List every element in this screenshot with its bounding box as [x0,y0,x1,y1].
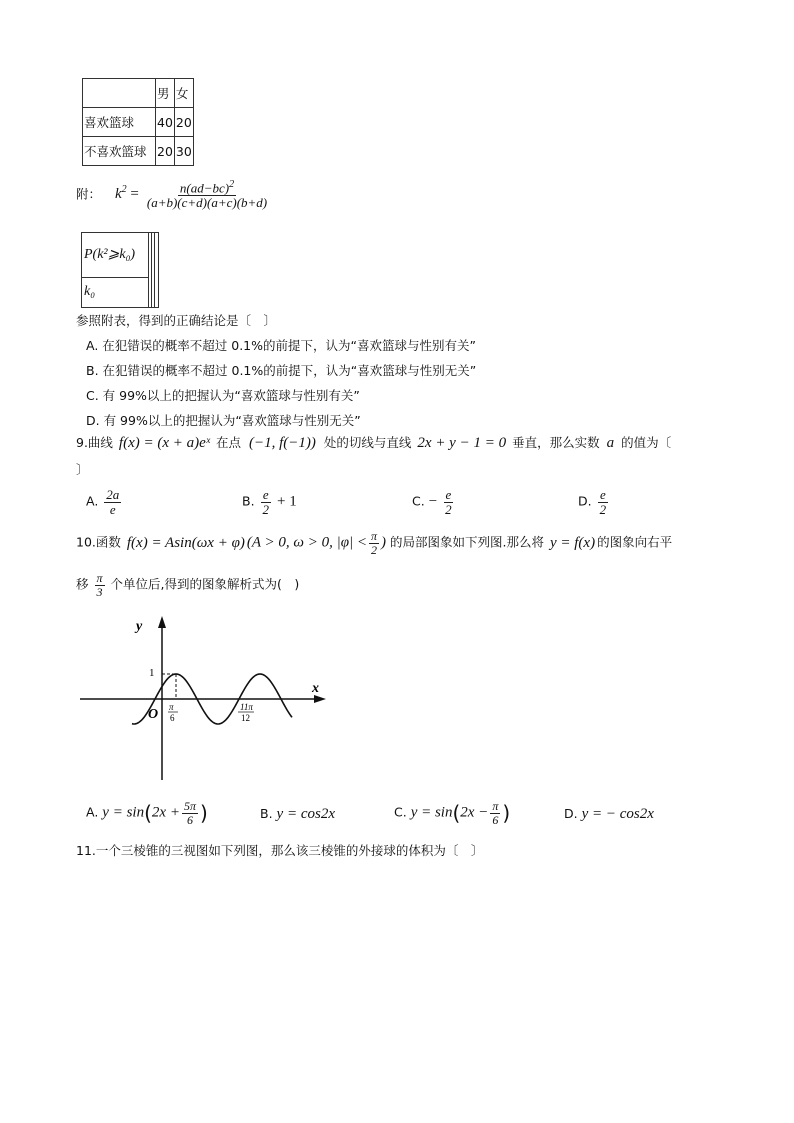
q10-stem [76,530,672,556]
option-text: 2x − [460,804,489,821]
table-cell: 30 [174,137,193,166]
tick-label: 11π [240,702,253,712]
table-cell: 40 [156,108,175,137]
q10-option-a: A. y = sin(2x + $\frac{5\pi}{6}$ ) [86,799,208,827]
frac-den: e [109,501,116,517]
frac-num: π [96,571,103,585]
frac-den: 2 [599,501,607,517]
option-label: C. [412,493,425,509]
table-cell: 喜欢篮球 [83,108,156,137]
q10-text: 个单位后,得到的图象解析式为( ) [110,576,300,592]
q10-stem-line2 [76,572,299,598]
q9-variable: a [606,435,615,451]
option-label: D. [564,806,578,821]
q9-stem [76,433,671,452]
q10-condition-end: ) [381,534,387,551]
q9-function: f(x) = (x + a)eˣ [118,435,211,451]
formula-denominator: (a+b)(c+d)(a+c)(b+d) [146,194,268,210]
table-cell [83,79,156,108]
q10-number: 10.函数 [76,534,121,550]
q10-condition: (A > 0, ω > 0, |φ| < [246,534,368,551]
option-text: y = sin [102,804,145,821]
table-header-row [83,79,194,108]
frac-num: e [599,487,606,502]
x-axis-label: x [312,681,319,696]
q9-text: 的值为〔 [621,435,672,450]
y-axis-arrow [158,616,166,628]
q10-function: f(x) = Asin(ωx + φ) [126,534,245,551]
q9-text: 垂直，那么实数 [512,435,600,450]
frac-num: e [262,487,269,502]
frac-num: 2a [106,487,120,502]
table-cell: 男 [156,79,175,108]
q9-text: 处的切线与直线 [323,435,412,450]
q8-option-a: A. 在犯错误的概率不超过 0.1%的前提下，认为“喜欢篮球与性别有关” [86,338,476,353]
tick-label: 12 [241,713,250,723]
table-row [83,108,194,137]
critical-value-table [81,232,159,308]
q9-option-b [242,488,297,516]
frac-den: 2 [262,501,270,517]
q10-text: 的图象向右平 [597,534,673,550]
frac-den: 3 [96,584,103,599]
q10-text: 移 [76,576,89,592]
q10-option-d [564,806,654,823]
q10-text: 的局部图象如下列图.那么将 [390,534,544,550]
q9-point: (−1, f(−1)) [249,435,316,451]
q9-option-c [412,488,456,516]
q10-option-c: C. y = sin(2x − $\frac{\pi}{6}$ ) [394,799,511,827]
table-cell: P(k²⩾k₀) [84,247,136,262]
option-label: B. [242,493,255,509]
option-label: B. [260,806,273,821]
frac-den: 6 [492,812,499,827]
q9-stem-end: 〕 [76,462,89,477]
origin-label: O [148,707,159,722]
option-text: 2x + [151,804,180,821]
table-cell: 20 [174,108,193,137]
x-axis-arrow [314,695,326,703]
option-label: A. [86,493,99,509]
formula-numerator: n(ad−bc) [179,180,230,196]
table-cell: 女 [174,79,193,108]
tick-label: π [169,702,174,712]
q10-yf: y = f(x) [549,534,596,551]
q11-stem: 11.一个三棱锥的三视图如下列图，那么该三棱锥的外接球的体积为〔 〕 [76,843,484,858]
y-axis-label: y [136,619,143,634]
option-text: y = cos2x [276,806,335,822]
frac-den: 2 [445,501,452,517]
q9-option-a [86,488,123,516]
q8-option-d: D. 有 99%以上的把握认为“喜欢篮球与性别无关” [86,413,361,428]
option-label: A. [86,804,99,820]
formula-lhs: k [115,186,122,203]
tick-label: 6 [170,713,175,723]
table-cell: 不喜欢篮球 [83,137,156,166]
q8-option-b: B. 在犯错误的概率不超过 0.1%的前提下，认为“喜欢篮球与性别无关” [86,363,477,378]
table-row [83,137,194,166]
option-label: D. [578,493,592,509]
frac-den: 2 [371,542,378,557]
frac-num: π [371,529,378,543]
q9-option-d [578,488,610,516]
sine-graph [72,610,332,790]
table-cell: k₀ [84,284,96,299]
frac-num: e [445,487,452,502]
q9-line: 2x + y − 1 = 0 [417,435,507,451]
option-sign: − [428,493,438,510]
frac-num: π [492,799,499,813]
frac-den: 6 [186,812,193,827]
option-text: y = − cos2x [581,806,654,822]
chi-square-formula: 附： $k^2$ = $\frac{n(ad-bc)^2}{(a+b)(c+d)(a+c)(b+d)}$ [76,179,268,210]
option-tail: + 1 [277,493,297,510]
table-cell: 20 [156,137,175,166]
q10-option-b [260,806,335,823]
q9-number: 9.曲线 [76,435,113,450]
frac-num: 5π [183,799,196,813]
option-label: C. [394,804,407,820]
contingency-table [82,78,194,166]
one-label: 1 [149,667,155,679]
q9-text: 在点 [216,435,242,450]
formula-prefix: 附： [76,186,102,202]
q8-stem: 参照附表，得到的正确结论是〔 〕 [76,313,277,328]
q8-option-c: C. 有 99%以上的把握认为“喜欢篮球与性别有关” [86,388,360,403]
option-text: y = sin [410,804,453,821]
